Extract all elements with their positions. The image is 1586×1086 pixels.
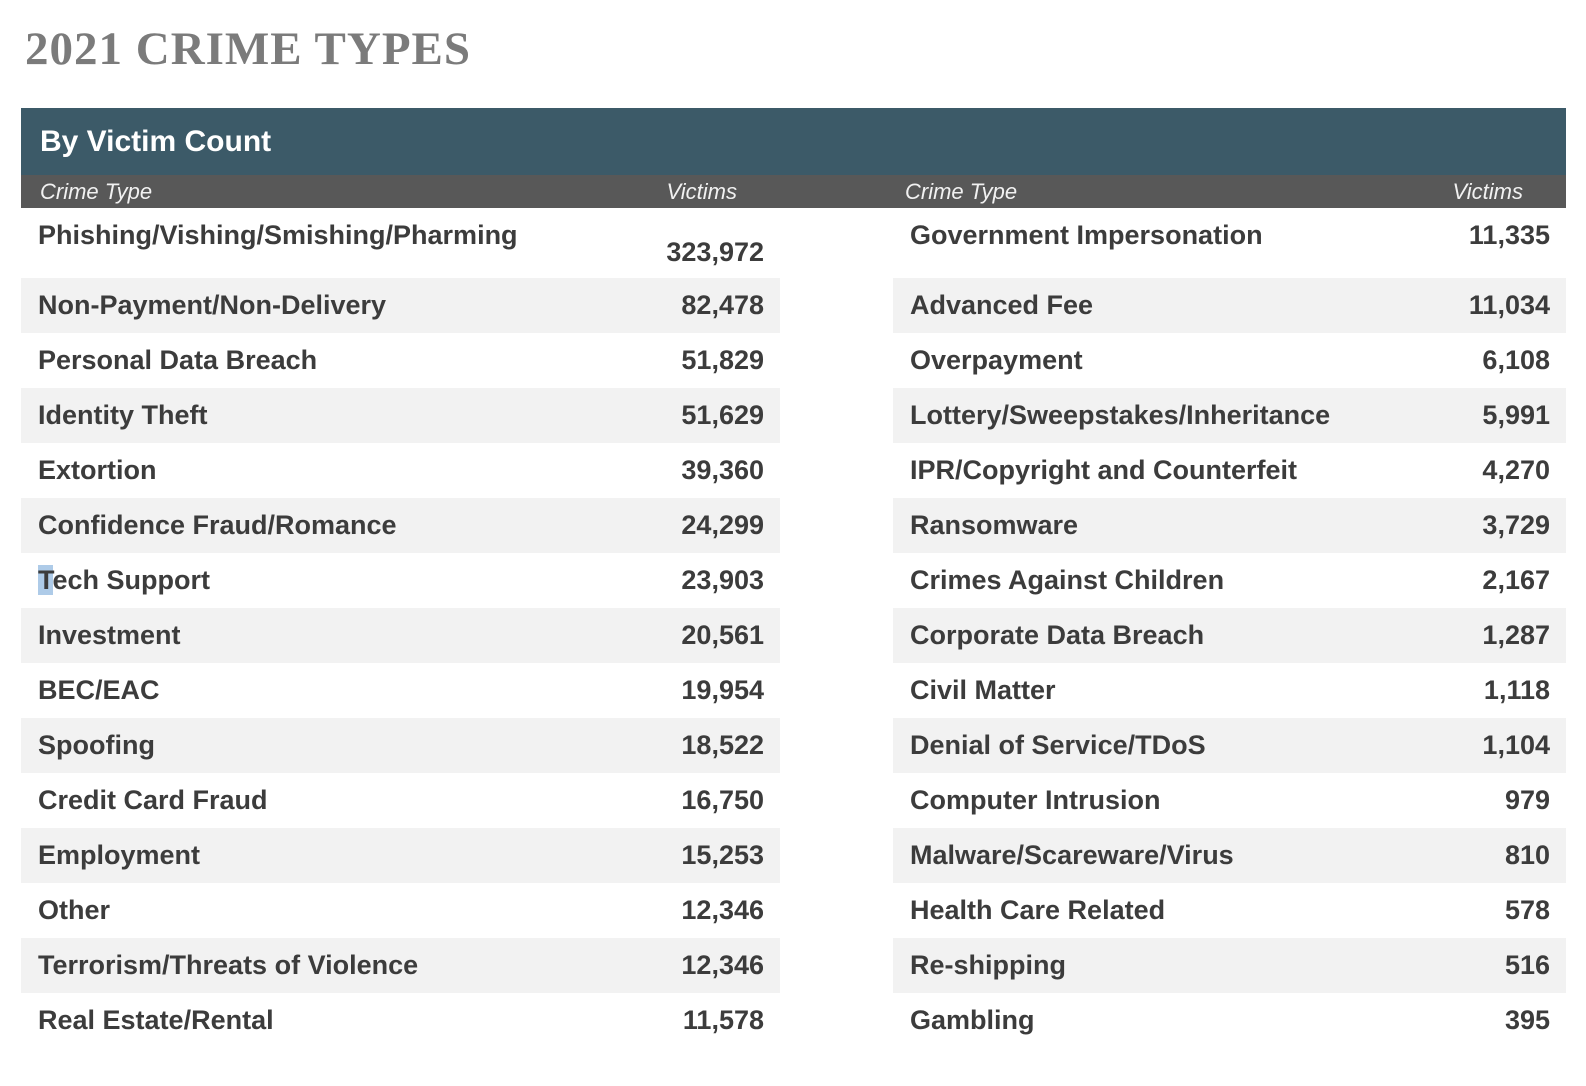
- table-row: [893, 993, 1566, 1048]
- table-row: [21, 993, 780, 1048]
- page-title: 2021 CRIME TYPES: [25, 23, 472, 75]
- crime-type-cell: Phishing/Vishing/Smishing/Pharming: [38, 220, 518, 250]
- table-row: [21, 388, 780, 443]
- table-row: [21, 828, 780, 883]
- victims-cell: 323,972: [666, 237, 764, 267]
- table-row: [893, 208, 1566, 278]
- table-row: [893, 718, 1566, 773]
- victims-cell: 20,561: [681, 620, 764, 650]
- table-row: [893, 388, 1566, 443]
- victims-cell: 39,360: [681, 455, 764, 485]
- victims-cell: 5,991: [1482, 400, 1550, 430]
- column-headers-left: [21, 175, 780, 208]
- victims-cell: 516: [1504, 950, 1550, 980]
- table-row: [893, 278, 1566, 333]
- victims-cell: 51,629: [681, 400, 764, 430]
- table-row: [893, 498, 1566, 553]
- crime-type-cell: Confidence Fraud/Romance: [38, 510, 397, 540]
- victims-cell: 16,750: [681, 785, 764, 815]
- victims-cell: 51,829: [681, 345, 764, 375]
- crime-type-cell: Investment: [38, 620, 181, 650]
- table-row: [21, 208, 780, 278]
- victims-cell: 11,034: [1468, 290, 1550, 320]
- victims-cell: 2,167: [1482, 565, 1550, 595]
- table-row: [893, 333, 1566, 388]
- table-row: [21, 443, 780, 498]
- table-row: [21, 883, 780, 938]
- crime-type-cell: Malware/Scareware/Virus: [910, 840, 1234, 870]
- crime-type-cell: Overpayment: [910, 345, 1083, 375]
- victims-cell: 3,729: [1482, 510, 1550, 540]
- crime-type-cell: Spoofing: [38, 730, 155, 760]
- crime-type-cell: Re-shipping: [910, 950, 1066, 980]
- crime-type-cell: Computer Intrusion: [910, 785, 1161, 815]
- victims-cell: 12,346: [681, 950, 764, 980]
- victims-cell: 1,118: [1483, 675, 1550, 705]
- crime-type-cell: Crimes Against Children: [910, 565, 1225, 595]
- victims-cell: 15,253: [681, 840, 764, 870]
- crime-type-cell: Lottery/Sweepstakes/Inheritance: [910, 400, 1331, 430]
- victim-count-table: [21, 108, 1566, 1048]
- victims-cell: 19,954: [681, 675, 764, 705]
- table-row: [21, 608, 780, 663]
- victims-cell: 979: [1504, 785, 1550, 815]
- victims-cell: 23,903: [681, 565, 764, 595]
- column-header-victims: Victims: [666, 178, 737, 204]
- victims-cell: 810: [1504, 840, 1550, 870]
- victims-cell: 1,104: [1482, 730, 1550, 760]
- crime-type-cell: Advanced Fee: [910, 290, 1094, 320]
- column-header-crime-type: Crime Type: [40, 178, 153, 204]
- table-row: [893, 553, 1566, 608]
- crime-type-cell: Real Estate/Rental: [38, 1005, 274, 1035]
- victims-cell: 12,346: [681, 895, 764, 925]
- table-row: [21, 333, 780, 388]
- table-row: [21, 278, 780, 333]
- table-row: [21, 718, 780, 773]
- column-header-victims: Victims: [1452, 178, 1523, 204]
- victims-cell: 395: [1504, 1005, 1550, 1035]
- crime-type-cell: Gambling: [910, 1005, 1035, 1035]
- table-row: [21, 938, 780, 993]
- crime-type-cell: Health Care Related: [910, 895, 1166, 925]
- crime-type-cell: Other: [38, 895, 111, 925]
- victims-cell: 1,287: [1482, 620, 1550, 650]
- table-row: [893, 773, 1566, 828]
- crime-type-cell: Denial of Service/TDoS: [910, 730, 1206, 760]
- victims-cell: 82,478: [681, 290, 764, 320]
- table-row: [893, 828, 1566, 883]
- crime-type-cell: Government Impersonation: [910, 220, 1263, 250]
- column-header-gap: [780, 175, 893, 208]
- text-selection-highlight: T: [38, 565, 53, 595]
- table-title-bar: [21, 108, 1566, 175]
- crime-type-cell: Employment: [38, 840, 201, 870]
- victims-cell: 578: [1504, 895, 1550, 925]
- victims-cell: 11,578: [682, 1005, 764, 1035]
- crime-type-cell: Terrorism/Threats of Violence: [38, 950, 419, 980]
- table-row: [21, 553, 780, 608]
- crime-type-cell: IPR/Copyright and Counterfeit: [910, 455, 1297, 485]
- crime-type-cell: Non-Payment/Non-Delivery: [38, 290, 387, 320]
- crime-type-cell: Civil Matter: [910, 675, 1056, 705]
- crime-type-cell: Tech Support: [38, 565, 211, 595]
- crime-type-cell: Extortion: [38, 455, 157, 485]
- victims-cell: 18,522: [681, 730, 764, 760]
- table-row: [893, 443, 1566, 498]
- column-header-crime-type: Crime Type: [905, 178, 1018, 204]
- table-row: [21, 663, 780, 718]
- crime-type-cell: Credit Card Fraud: [38, 785, 268, 815]
- crime-type-cell: Corporate Data Breach: [910, 620, 1205, 650]
- victims-cell: 6,108: [1482, 345, 1550, 375]
- column-header-bar: [21, 175, 1566, 208]
- crime-type-cell: Ransomware: [910, 510, 1079, 540]
- table-body: [21, 208, 1566, 1048]
- table-row: [893, 608, 1566, 663]
- table-row: [893, 938, 1566, 993]
- table-row: [21, 498, 780, 553]
- crime-type-cell: Identity Theft: [38, 400, 208, 430]
- column-headers-right: [893, 175, 1566, 208]
- table-row: [21, 773, 780, 828]
- table-row: [893, 663, 1566, 718]
- victims-cell: 24,299: [681, 510, 764, 540]
- table-title: By Victim Count: [40, 124, 272, 158]
- crime-type-cell: Personal Data Breach: [38, 345, 318, 375]
- table-row: [893, 883, 1566, 938]
- table-column-left: [21, 208, 780, 1048]
- crime-type-cell: BEC/EAC: [38, 675, 160, 705]
- victims-cell: 4,270: [1482, 455, 1550, 485]
- table-column-right: [893, 208, 1566, 1048]
- victims-cell: 11,335: [1468, 220, 1550, 250]
